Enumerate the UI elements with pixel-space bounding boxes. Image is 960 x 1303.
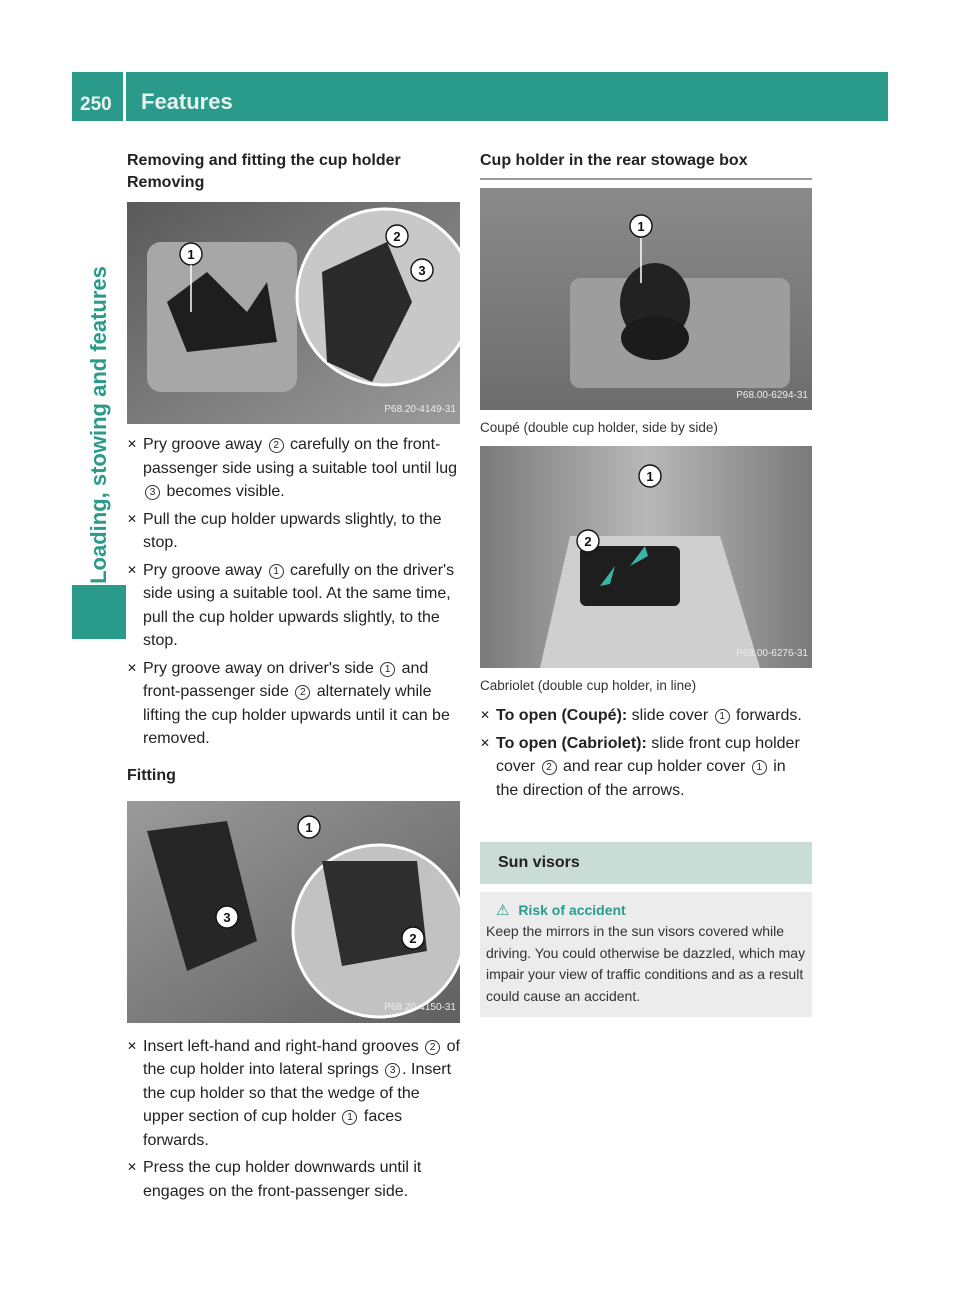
step-text: Insert left-hand and right-hand grooves [143, 1037, 424, 1055]
caption-cabriolet: Cabriolet (double cup holder, in line) [480, 678, 697, 693]
svg-text:1: 1 [187, 247, 195, 262]
arrow-right-icon: ✕ [127, 660, 138, 675]
subheading-removing: Removing [127, 174, 205, 191]
heading-removing-fitting: Removing and fitting the cup holder [127, 152, 401, 169]
rear-stowage-steps-list [480, 704, 812, 802]
step-text: . Insert the cup holder so that the wedge of the upper section of cup holder [143, 1061, 452, 1125]
svg-text:3: 3 [223, 909, 231, 925]
step-text: carefully on the front-passenger side using a suitable tool until lug [143, 436, 457, 477]
warning-box [480, 892, 812, 1018]
step-text: of the cup holder into lateral springs [143, 1037, 460, 1078]
callout-number: 1 [380, 662, 395, 677]
warning-triangle-icon: ⚠ [496, 901, 510, 919]
removing-steps-list [127, 433, 460, 751]
svg-text:1: 1 [305, 819, 313, 835]
figure-code: P68.20-4150-31 [384, 1002, 456, 1013]
arrow-right-icon: ✕ [127, 511, 138, 526]
arrow-right-icon: ✕ [127, 1160, 138, 1174]
side-tab-marker [72, 585, 126, 639]
heading-rear-stowage: Cup holder in the rear stowage box [480, 150, 812, 180]
instruction-step [127, 1156, 460, 1203]
step-text: faces forwards. [143, 1108, 403, 1149]
arrow-right-icon: ✕ [127, 1038, 138, 1053]
instruction-step [127, 559, 460, 653]
figure-code: P68.00-6294-31 [736, 389, 808, 401]
section-title: Features [141, 89, 233, 114]
step-text: in the direction of the arrows. [496, 758, 786, 799]
step-text: and rear cup holder cover [558, 758, 750, 775]
arrow-right-icon: ✕ [127, 437, 138, 451]
arrow-right-icon: ✕ [480, 708, 491, 722]
step-text: Pry groove away on driver's side [143, 659, 379, 677]
svg-text:2: 2 [584, 534, 592, 549]
step-text: slide cover [627, 707, 713, 724]
instruction-step [127, 508, 460, 555]
step-text: Pry groove away [143, 561, 267, 579]
callout-number: 1 [342, 1110, 357, 1125]
instruction-step [480, 704, 812, 728]
arrow-right-icon: ✕ [127, 562, 138, 577]
callout-number: 2 [425, 1040, 440, 1055]
figure-code: P68.00-6276-31 [736, 647, 808, 659]
callout-number: 3 [385, 1063, 400, 1078]
heading-sun-visors: Sun visors [480, 842, 812, 884]
header-divider [123, 72, 126, 121]
step-text: Pry groove away [143, 436, 267, 453]
svg-text:1: 1 [646, 469, 654, 484]
figure-code: P68.20-4149-31 [384, 403, 456, 415]
right-column [480, 150, 812, 1017]
callout-number: 1 [752, 760, 767, 775]
fitting-steps-list [127, 1035, 460, 1204]
callout-number: 1 [715, 709, 730, 724]
callout-number: 2 [542, 760, 557, 775]
step-text: forwards. [731, 707, 802, 724]
step-text: Press the cup holder downwards until it engages on the front-passenger side. [143, 1159, 422, 1200]
instruction-step [127, 433, 460, 504]
step-text: alternately while lifting the cup holder upwards until it can be removed. [143, 683, 450, 747]
callout-number: 2 [295, 685, 310, 700]
svg-text:2: 2 [393, 229, 401, 244]
step-text: becomes visible. [162, 483, 285, 500]
warning-text: Keep the mirrors in the sun visors covered while driving. You could otherwise be dazzled, which may impair your view of traffic conditions and as a result could cause an accident. [486, 923, 806, 1004]
instruction-step [127, 1035, 460, 1153]
step-text: and front-passenger side [143, 659, 429, 700]
step-label: To open (Coupé): [496, 707, 628, 724]
callout-number: 3 [145, 485, 160, 500]
figure-cabriolet-cup-holder [480, 446, 812, 668]
figure-removing-cup-holder [127, 202, 460, 424]
page-number: 250 [80, 94, 112, 115]
step-text: Pull the cup holder upwards slightly, to the stop. [143, 510, 442, 551]
instruction-step [127, 657, 460, 751]
figure-coupe-cup-holder [480, 188, 812, 410]
step-text: slide front cup holder cover [496, 734, 800, 775]
warning-title: Risk of accident [518, 901, 626, 918]
side-tab-label: Loading, stowing and features [86, 266, 111, 584]
svg-text:2: 2 [409, 930, 417, 946]
figure-fitting-cup-holder [127, 801, 460, 1023]
arrow-right-icon: ✕ [480, 735, 491, 750]
callout-number: 2 [269, 438, 284, 453]
step-text: carefully on the driver's side using a suitable tool. At the same time, pull the cup holder upwards slightly, to the stop. [143, 561, 455, 649]
caption-coupe: Coupé (double cup holder, side by side) [480, 420, 718, 435]
step-label: To open (Cabriolet): [496, 734, 647, 752]
instruction-step [480, 732, 812, 803]
callout-number: 1 [269, 564, 284, 579]
subheading-fitting: Fitting [127, 766, 176, 784]
svg-text:1: 1 [637, 219, 645, 234]
svg-text:3: 3 [418, 263, 426, 278]
left-column [127, 150, 460, 1207]
